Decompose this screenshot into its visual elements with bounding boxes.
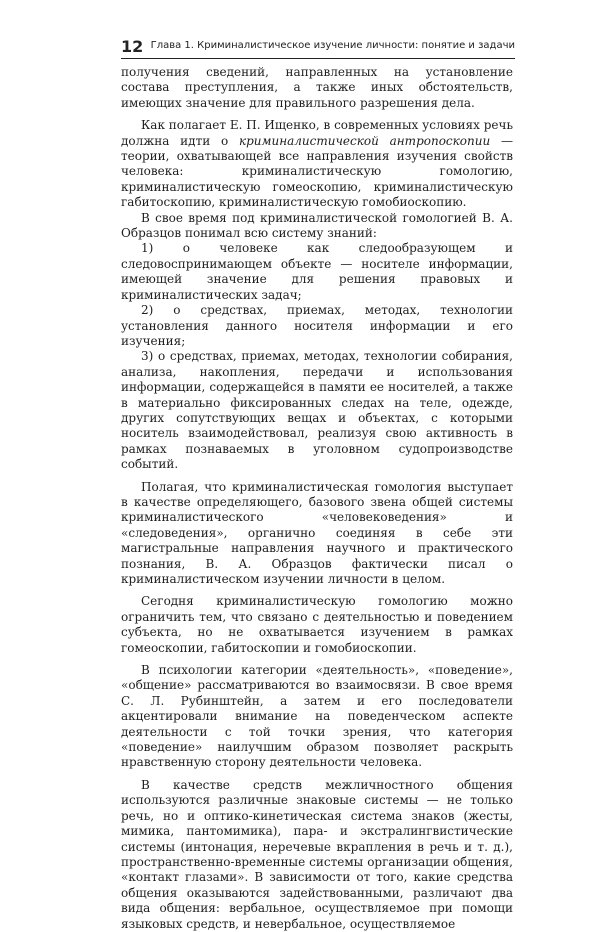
paragraph-text: — теории, охватывающей все направления изучения свойств человека: криминалистическую гомологию, криминалистическую гомеоскопию, криминалистическую габитоскопию, криминалистическую гомобиоскопию. bbox=[121, 133, 513, 210]
paragraph-homology-today: Сегодня криминалистическую гомологию можно ограничить тем, что связано с деятельностью и поведением субъекта, но не охватывается изучением в рамках гомеоскопии, габитоскопии и гомобиоскопии. bbox=[121, 594, 513, 655]
paragraph-psychology: В психологии категории «деятельность», «поведение», «общение» рассматриваются во взаимосвязи. В свое время С. Л. Рубинштейн, а затем и его последователи акцентировали внимание на поведенческом аспекте деятельности с той точки зрения, что категория «поведение» наилучшим образом позволяет раскрыть нравственную сторону деятельности человека. bbox=[121, 663, 513, 770]
paragraph-ishchenko bbox=[121, 118, 513, 210]
list-item-2: 2) о средствах, приемах, методах, технологии установления данного носителя информации и его изучения; bbox=[121, 303, 513, 348]
list-item-1: 1) о человеке как следообразующем и следовоспринимающем объекте — носителе информации, имеющей значение для решения правовых и криминалистических задач; bbox=[121, 241, 513, 302]
paragraph-text: Как полагает Е. П. Ищенко, в современных условиях речь должна идти о bbox=[121, 118, 513, 148]
page-number: 12 bbox=[121, 37, 144, 56]
emphasized-term: криминалистической антропоскопии bbox=[238, 133, 491, 148]
running-title: Глава 1. Криминалистическое изучение личности: понятие и задачи bbox=[150, 40, 515, 51]
page-body bbox=[121, 65, 513, 932]
list-item-3: 3) о средствах, приемах, методах, технологии собирания, анализа, накопления, передачи и использования информации, содержащейся в памяти ее носителей, а также в материально фиксированных следах на теле, одежде, других сопутствующих вещах и объектах, с которыми носитель взаимодействовал, реализуя свою активность в рамках познаваемых в уголовном судопроизводстве событий. bbox=[121, 349, 513, 472]
paragraph-homology-role: Полагая, что криминалистическая гомология выступает в качестве определяющего, базового звена общей системы криминалистического «человековедения» и «следоведения», органично соединяя в себе эти магистральные направления научного и практического познания, В. А. Образцов фактически писал о криминалистическом изучении личности в целом. bbox=[121, 479, 513, 586]
page-header bbox=[121, 36, 515, 59]
paragraph-communication: В качестве средств межличностного общения используются различные знаковые системы — не только речь, но и оптико-кинетическая система знаков (жесты, мимика, пантомимика), пара- и экстралингвистические системы (интонация, неречевые вкрапления в речь и т. д.), пространственно-временные системы организации общения, «контакт глазами». В зависимости от того, какие средства общения оказываются задействованными, различают два вида общения: вербальное, осуществляемое при помощи языковых средств, и невербальное, осуществляемое bbox=[121, 777, 513, 931]
paragraph-obraztsov-intro: В свое время под криминалистической гомологией В. А. Образцов понимал всю систему знаний: bbox=[121, 210, 513, 241]
paragraph-continuation: получения сведений, направленных на установление состава преступления, а также иных обстоятельств, имеющих значение для правильного разрешения дела. bbox=[121, 65, 513, 110]
